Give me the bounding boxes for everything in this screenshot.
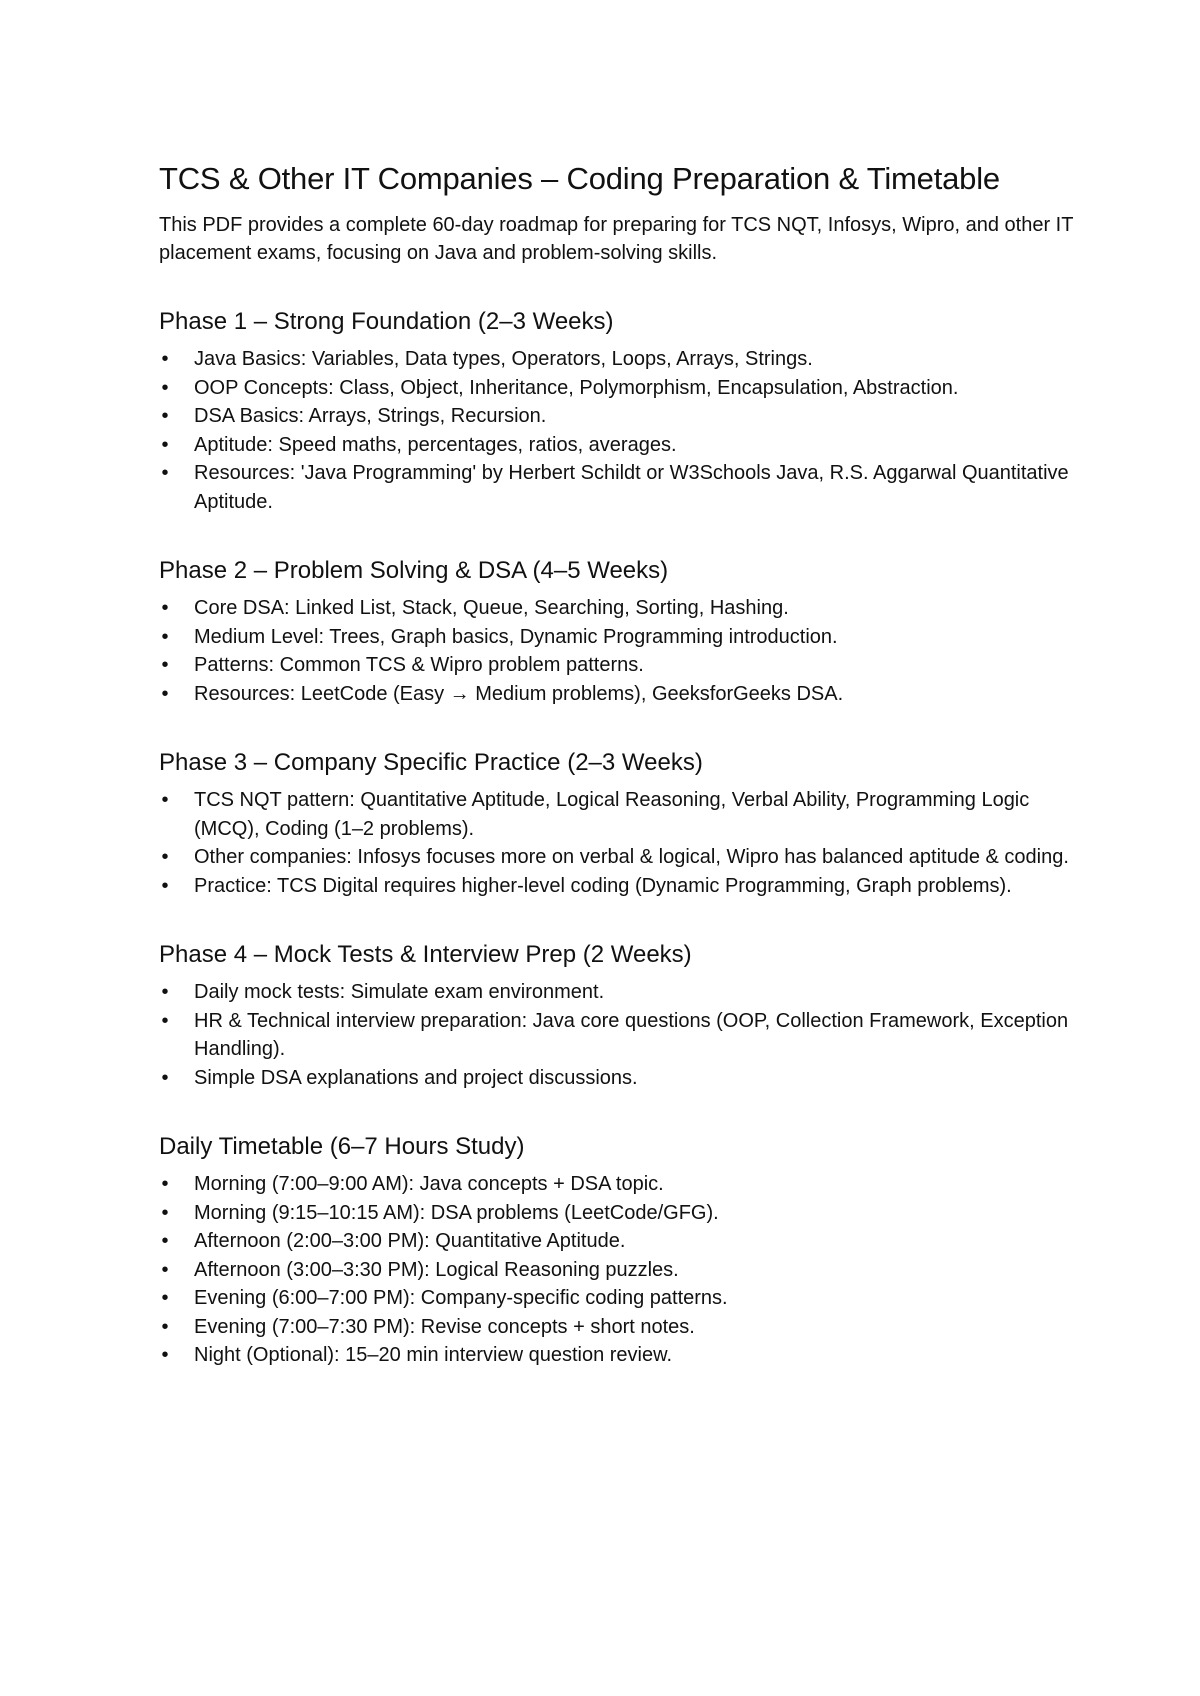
section-phase-4: [159, 940, 1079, 1092]
list-item: [159, 1341, 1079, 1370]
list-item: [159, 651, 1079, 680]
bullet-icon: •: [161, 981, 169, 1004]
list-item: [159, 1256, 1079, 1285]
bullet-icon: •: [161, 405, 169, 428]
list-item: [159, 1227, 1079, 1256]
list-item: [159, 1064, 1079, 1093]
document-title: TCS & Other IT Companies – Coding Preparation & Timetable: [159, 161, 1000, 196]
list-item-text: Resources: LeetCode (Easy → Medium problems), GeeksforGeeks DSA.: [194, 682, 844, 705]
bullet-list: [159, 594, 1079, 708]
list-item-text: Morning (7:00–9:00 AM): Java concepts + DSA topic.: [194, 1173, 664, 1196]
list-item-text: Afternoon (2:00–3:00 PM): Quantitative Aptitude.: [194, 1230, 626, 1253]
list-item: [159, 872, 1079, 901]
list-item: [159, 374, 1079, 403]
list-item-text: Core DSA: Linked List, Stack, Queue, Searching, Sorting, Hashing.: [194, 597, 789, 620]
bullet-list: [159, 786, 1079, 900]
list-item: [159, 843, 1079, 872]
list-item: [159, 1007, 1079, 1064]
bullet-icon: •: [161, 1066, 169, 1089]
list-item: [159, 402, 1079, 431]
list-item-text: Resources: 'Java Programming' by Herbert Schildt or W3Schools Java, R.S. Aggarwal Quantitative Aptitude.: [194, 462, 1069, 513]
bullet-icon: •: [161, 1230, 169, 1253]
list-item: [159, 786, 1079, 843]
list-item: [159, 1284, 1079, 1313]
bullet-icon: •: [161, 654, 169, 677]
list-item-text: Patterns: Common TCS & Wipro problem patterns.: [194, 654, 644, 677]
list-item: [159, 594, 1079, 623]
list-item-text: Morning (9:15–10:15 AM): DSA problems (LeetCode/GFG).: [194, 1201, 719, 1224]
bullet-icon: •: [161, 682, 169, 705]
list-item-text: Java Basics: Variables, Data types, Operators, Loops, Arrays, Strings.: [194, 348, 813, 371]
bullet-list: [159, 978, 1079, 1092]
section-heading: Phase 4 – Mock Tests & Interview Prep (2 Weeks): [159, 941, 692, 969]
list-item-text: Other companies: Infosys focuses more on verbal & logical, Wipro has balanced aptitude & coding.: [194, 846, 1069, 869]
bullet-list: [159, 345, 1079, 516]
list-item-text: Evening (6:00–7:00 PM): Company-specific coding patterns.: [194, 1287, 728, 1310]
list-item-text: Afternoon (3:00–3:30 PM): Logical Reasoning puzzles.: [194, 1258, 679, 1281]
section-heading: Daily Timetable (6–7 Hours Study): [159, 1133, 525, 1161]
list-item-text: DSA Basics: Arrays, Strings, Recursion.: [194, 405, 547, 428]
bullet-icon: •: [161, 597, 169, 620]
list-item-text: Night (Optional): 15–20 min interview question review.: [194, 1344, 673, 1367]
list-item-text: TCS NQT pattern: Quantitative Aptitude, Logical Reasoning, Verbal Ability, Programming Logic (MCQ), Coding (1–2 problems).: [194, 789, 1030, 840]
bullet-icon: •: [161, 1009, 169, 1032]
list-item: [159, 345, 1079, 374]
list-item: [159, 459, 1079, 516]
section-daily-timetable: [159, 1132, 1079, 1370]
intro-paragraph: This PDF provides a complete 60-day roadmap for preparing for TCS NQT, Infosys, Wipro, and other IT placement exams, focusing on Java and problem-solving skills.: [159, 214, 1074, 265]
section-heading: Phase 2 – Problem Solving & DSA (4–5 Weeks): [159, 557, 669, 585]
bullet-icon: •: [161, 348, 169, 371]
document-page: [159, 160, 1079, 1370]
list-item-text: OOP Concepts: Class, Object, Inheritance, Polymorphism, Encapsulation, Abstraction.: [194, 376, 959, 399]
section-phase-3: [159, 748, 1079, 900]
list-item-text: Daily mock tests: Simulate exam environment.: [194, 981, 605, 1004]
list-item: [159, 1170, 1079, 1199]
bullet-icon: •: [161, 1258, 169, 1281]
list-item: [159, 1199, 1079, 1228]
bullet-icon: •: [161, 1201, 169, 1224]
list-item-text: Evening (7:00–7:30 PM): Revise concepts + short notes.: [194, 1315, 695, 1338]
list-item-text: Medium Level: Trees, Graph basics, Dynamic Programming introduction.: [194, 625, 838, 648]
list-item-text: Practice: TCS Digital requires higher-level coding (Dynamic Programming, Graph problems).: [194, 874, 1012, 897]
list-item-text: Simple DSA explanations and project discussions.: [194, 1066, 638, 1089]
bullet-icon: •: [161, 462, 169, 485]
list-item: [159, 1313, 1079, 1342]
bullet-list: [159, 1170, 1079, 1370]
bullet-icon: •: [161, 625, 169, 648]
list-item: [159, 623, 1079, 652]
bullet-icon: •: [161, 1287, 169, 1310]
list-item: [159, 680, 1079, 709]
bullet-icon: •: [161, 433, 169, 456]
list-item: [159, 431, 1079, 460]
bullet-icon: •: [161, 846, 169, 869]
section-heading: Phase 1 – Strong Foundation (2–3 Weeks): [159, 308, 614, 336]
bullet-icon: •: [161, 376, 169, 399]
list-item-text: HR & Technical interview preparation: Java core questions (OOP, Collection Framework, Exception Handling).: [194, 1009, 1069, 1061]
bullet-icon: •: [161, 1344, 169, 1367]
section-phase-1: [159, 307, 1079, 516]
section-phase-2: [159, 556, 1079, 708]
list-item-text: Aptitude: Speed maths, percentages, ratios, averages.: [194, 433, 677, 456]
bullet-icon: •: [161, 1315, 169, 1338]
bullet-icon: •: [161, 1173, 169, 1196]
list-item: [159, 978, 1079, 1007]
bullet-icon: •: [161, 874, 169, 897]
section-heading: Phase 3 – Company Specific Practice (2–3 Weeks): [159, 749, 703, 777]
bullet-icon: •: [161, 789, 169, 812]
